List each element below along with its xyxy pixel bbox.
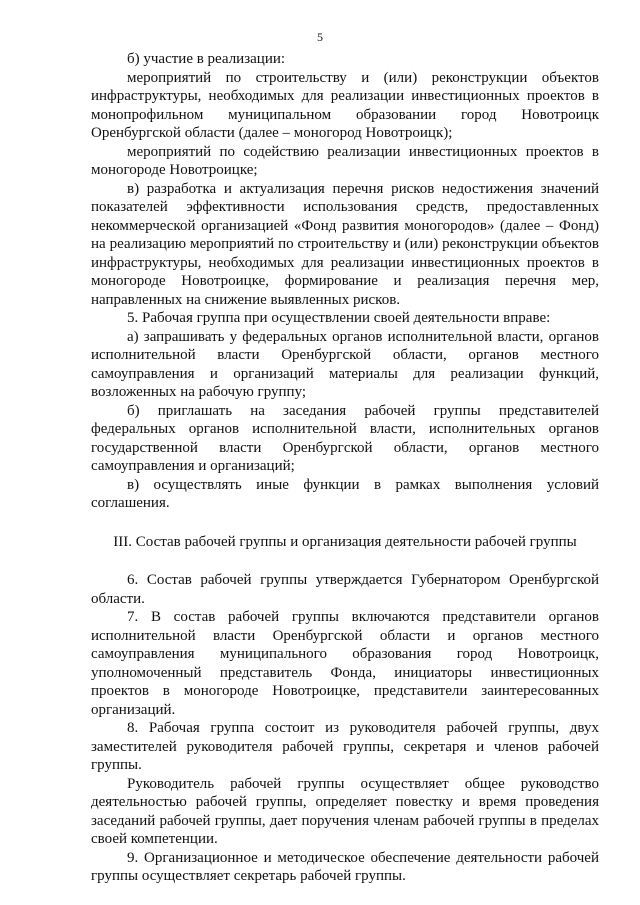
paragraph: б) участие в реализации: (127, 51, 286, 67)
paragraph: а) запрашивать у федеральных органов исполнительной власти, органов исполнительной власти Оренбургской области, органов местного самоуправления и организаций материалы для реализации функций, возложенных на рабочую группу; (91, 328, 599, 400)
paragraph: 9. Организационное и методическое обеспечение деятельности рабочей группы осуществляет секретарь рабочей группы. (91, 849, 599, 884)
paragraph: 7. В состав рабочей группы включаются представители органов исполнительной власти Оренбургской области и органов местного самоуправления муниципального образования город Новотроицк, уполномоченный представитель Фонда, инициаторы инвестиционных проектов в моногороде Новотроицке, представители заинтересованных организаций. (91, 609, 599, 718)
paragraph: мероприятий по содействию реализации инвестиционных проектов в моногороде Новотроицке; (91, 143, 599, 178)
paragraph: 6. Состав рабочей группы утверждается Губернатором Оренбургской области. (91, 572, 599, 607)
paragraph: б) приглашать на заседания рабочей группы представителей федеральных органов исполнительной власти, исполнительных органов государственной власти Оренбургской области, органов местного самоуправления и организаций; (91, 402, 599, 474)
page-number: 5 (317, 30, 323, 44)
paragraph: в) осуществлять иные функции в рамках выполнения условий соглашения. (91, 476, 599, 511)
paragraph: в) разработка и актуализация перечня рисков недостижения значений показателей эффективности использования средств, предоставленных некоммерческой организацией «Фонд развития моногородов» (далее – Фонд) на реализацию мероприятий по строительству и (или) реконструкции объектов инфраструктуры, необходимых для реализации инвестиционных проектов в моногороде Новотроицке, формирование и реализация перечня мер, направленных на снижение выявленных рисков. (91, 180, 599, 308)
paragraph: мероприятий по строительству и (или) реконструкции объектов инфраструктуры, необходимых для реализации инвестиционных проектов в монопрофильном муниципальном образовании город Новотроицк Оренбургской области (далее – моногород Новотроицк); (91, 69, 599, 141)
document-body (91, 50, 599, 886)
section-heading: III. Состав рабочей группы и организация деятельности рабочей группы (113, 533, 577, 550)
paragraph: Руководитель рабочей группы осуществляет общее руководство деятельностью рабочей группы, определяет повестку и время проведения заседаний рабочей группы, дает поручения членам рабочей группы в пределах своей компетенции. (91, 775, 599, 847)
paragraph: 5. Рабочая группа при осуществлении своей деятельности вправе: (127, 310, 551, 326)
paragraph: 8. Рабочая группа состоит из руководителя рабочей группы, двух заместителей руководителя рабочей группы, секретаря и членов рабочей группы. (91, 720, 599, 773)
